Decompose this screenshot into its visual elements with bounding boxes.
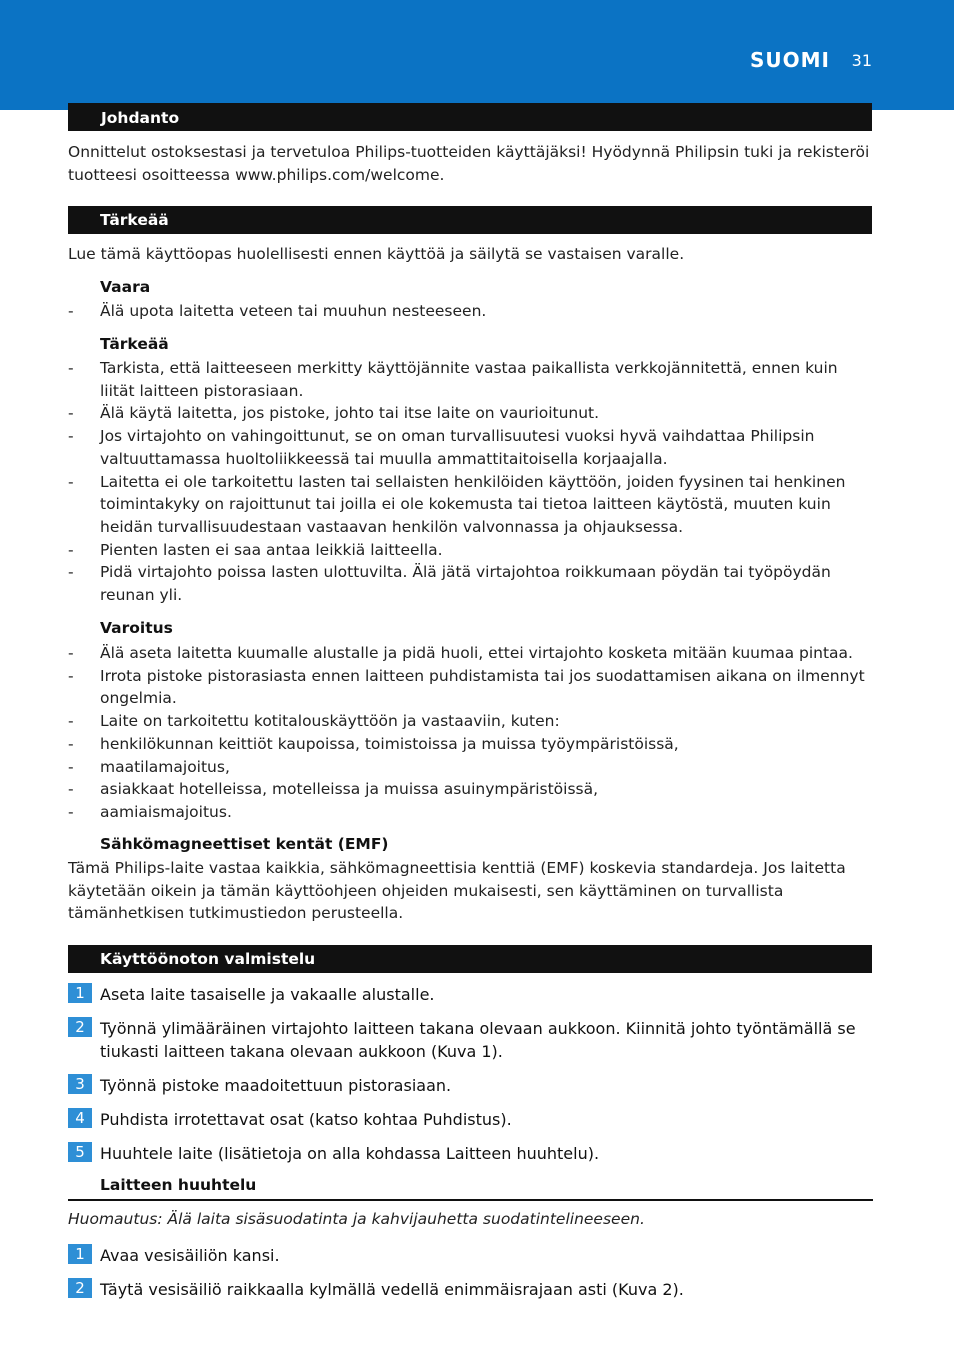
step-text: Työnnä ylimääräinen virtajohto laitteen takana olevaan aukkoon. Kiinnitä johto työntämällä se tiukasti laitteen takana olevaan aukkoon (Kuva 1).: [100, 1019, 856, 1061]
step-text: Työnnä pistoke maadoitettuun pistorasiaan.: [100, 1076, 452, 1095]
step-item: [68, 1074, 873, 1097]
list-item: - Älä aseta laitetta kuumalle alustalle ja pidä huoli, ettei virtajohto kosketa mitään kuumaa pintaa.: [68, 644, 853, 662]
list-item: - asiakkaat hotelleissa, motelleissa ja muissa asuinympäristöissä,: [68, 780, 599, 799]
step-item: [68, 1142, 873, 1165]
header-bar: [0, 0, 954, 110]
step-text: Huuhtele laite (lisätietoja on alla kohdassa Laitteen huuhtelu).: [100, 1144, 600, 1163]
step-number: 5: [68, 1142, 92, 1162]
page-number: 31: [851, 51, 872, 70]
step-number: 1: [68, 983, 92, 1003]
step-number: 4: [68, 1108, 92, 1128]
subheading-tarkeaa: Tärkeää: [100, 335, 169, 353]
list-item: - Irrota pistoke pistorasiasta ennen laitteen puhdistamista tai jos suodattamisen aikana on ilmennyt ongelmia.: [68, 666, 865, 708]
step-text: Aseta laite tasaiselle ja vakaalle alustalle.: [100, 985, 435, 1004]
section-heading-johdanto: Johdanto: [68, 103, 872, 131]
list-item: - maatilamajoitus,: [68, 757, 230, 776]
list-item: - Tarkista, että laitteeseen merkitty käyttöjännite vastaa paikallista verkkojännitettä, ennen kuin liität laitteen pistorasiaan.: [68, 359, 838, 400]
tarkeaa-list: [68, 357, 873, 607]
note-text: Huomautus: Älä laita sisäsuodatinta ja kahvijauhetta suodatintelineeseen.: [68, 1210, 645, 1228]
step-text: Avaa vesisäiliön kansi.: [100, 1246, 280, 1265]
subheading-vaara: Vaara: [100, 278, 151, 296]
list-item: - Älä upota laitetta veteen tai muuhun nesteeseen.: [68, 302, 487, 320]
emf-paragraph: Tämä Philips-laite vastaa kaikkia, sähkömagneettisia kenttiä (EMF) koskevia standardeja. Jos laitetta käytetään oikein ja tämän käyttöohjeen ohjeiden mukaisesti, sen käyttäminen on turvallista tämänhetkisen tutkimustiedon perusteella.: [68, 859, 846, 922]
step-item: [68, 1278, 873, 1301]
section-heading-tarkeaa: Tärkeää: [68, 206, 872, 234]
list-item: - Jos virtajohto on vahingoittunut, se on oman turvallisuutesi vuoksi hyvä vaihdattaa Philipsin valtuuttamassa huoltoliikkeessä tai muulla ammattitaitoisella korjaajalla.: [68, 427, 815, 468]
step-item: [68, 1244, 873, 1267]
varoitus-list: [68, 642, 873, 824]
list-item: - Pidä virtajohto poissa lasten ulottuvilta. Älä jätä virtajohtoa roikkumaan pöydän tai työpöydän reunan yli.: [68, 563, 831, 605]
vaara-list: [68, 300, 873, 323]
list-item: - Laite on tarkoitettu kotitalouskäyttöön ja vastaaviin, kuten:: [68, 712, 560, 731]
step-text: Täytä vesisäiliö raikkaalla kylmällä vedellä enimmäisrajaan asti (Kuva 2).: [100, 1280, 684, 1299]
list-item: - Pienten lasten ei saa antaa leikkiä laitteella.: [68, 540, 443, 559]
list-item: - Älä käytä laitetta, jos pistoke, johto tai itse laite on vaurioitunut.: [68, 404, 600, 423]
subheading-varoitus: Varoitus: [100, 619, 173, 637]
step-number: 3: [68, 1074, 92, 1094]
list-item: - Laitetta ei ole tarkoitettu lasten tai sellaisten henkilöiden käyttöön, joiden fyysinen tai henkinen toimintakyky on rajoittunut tai joilla ei ole kokemusta tai tietoa laitteen käytöstä, muuten kuin heidän turvallisuudestaan vastaavan henkilön valvonnassa ja ohjauksessa.: [68, 472, 846, 536]
important-intro: Lue tämä käyttöopas huolellisesti ennen käyttöä ja säilytä se vastaisen varalle.: [68, 245, 685, 263]
list-item: - aamiaismajoitus.: [68, 802, 232, 821]
step-number: 2: [68, 1278, 92, 1298]
language-label: SUOMI: [750, 48, 830, 72]
list-item: - henkilökunnan keittiöt kaupoissa, toimistoissa ja muissa työympäristöissä,: [68, 734, 679, 753]
subheading-emf: Sähkömagneettiset kentät (EMF): [100, 835, 389, 853]
step-item: [68, 1108, 873, 1131]
step-text: Puhdista irrotettavat osat (katso kohtaa Puhdistus).: [100, 1110, 512, 1129]
intro-paragraph: Onnittelut ostoksestasi ja tervetuloa Philips-tuotteiden käyttäjäksi! Hyödynnä Philipsin tuki ja rekisteröi tuotteesi osoitteessa www.philips.com/welcome.: [68, 143, 870, 184]
step-number: 2: [68, 1017, 92, 1037]
step-number: 1: [68, 1244, 92, 1264]
divider: [68, 1199, 873, 1201]
subheading-huuhtelu: Laitteen huuhtelu: [100, 1176, 257, 1194]
step-item: [68, 983, 873, 1006]
step-item: [68, 1017, 873, 1063]
section-heading-valmistelu: Käyttöönoton valmistelu: [68, 945, 872, 973]
